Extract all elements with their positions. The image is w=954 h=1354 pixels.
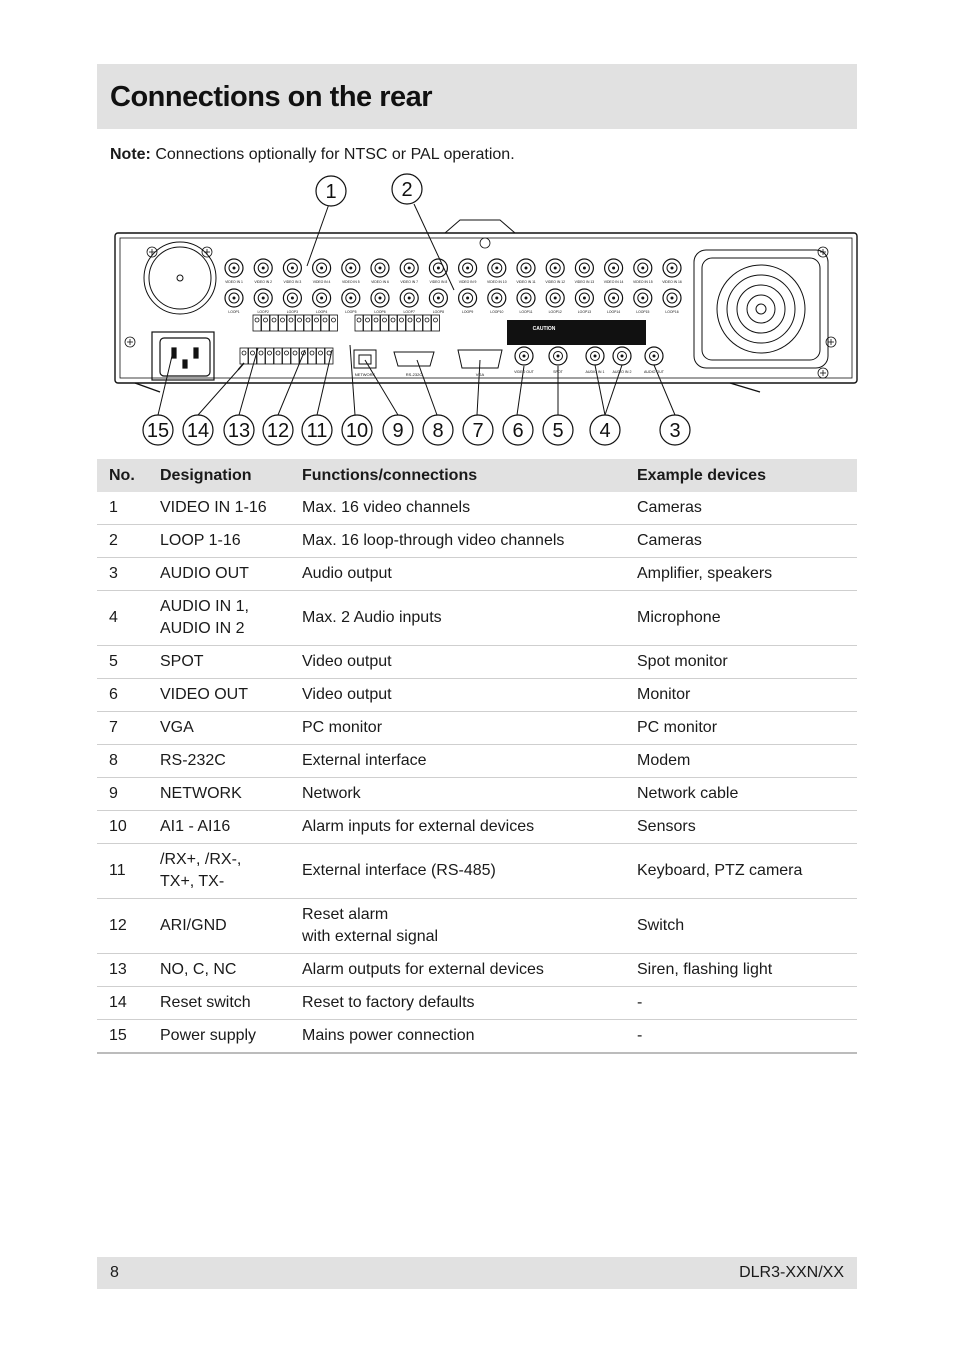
svg-text:LOOP6: LOOP6 — [374, 310, 386, 314]
cell-no: 6 — [97, 679, 148, 712]
callout-4 — [590, 415, 620, 445]
svg-text:VIDEO IN 9: VIDEO IN 9 — [458, 280, 477, 284]
cell-example-devices: Sensors — [625, 811, 857, 844]
loop-connector — [429, 289, 447, 314]
callout-12 — [263, 415, 293, 445]
callout-13 — [224, 415, 254, 445]
loop-connector — [663, 289, 681, 314]
svg-text:9: 9 — [392, 420, 404, 442]
video-in-connector — [313, 259, 331, 284]
svg-text:AUDIO IN 2: AUDIO IN 2 — [612, 370, 632, 374]
svg-text:LOOP10: LOOP10 — [490, 310, 504, 314]
cell-designation: VIDEO IN 1-16 — [148, 492, 290, 525]
cell-example-devices: Cameras — [625, 525, 857, 558]
svg-text:VIDEO IN 10: VIDEO IN 10 — [486, 280, 507, 284]
cell-example-devices: Amplifier, speakers — [625, 558, 857, 591]
svg-text:AUDIO IN 1: AUDIO IN 1 — [585, 370, 605, 374]
svg-text:1: 1 — [325, 181, 337, 203]
svg-text:LOOP3: LOOP3 — [286, 310, 299, 314]
loop-connector — [459, 289, 477, 314]
cell-no: 11 — [97, 844, 148, 899]
svg-text:7: 7 — [472, 420, 484, 442]
cell-designation: AI1 - AI16 — [148, 811, 290, 844]
power-socket-icon — [152, 332, 214, 380]
col-header-no: No. — [97, 459, 148, 492]
video-out-jack — [514, 347, 535, 374]
cell-no: 8 — [97, 745, 148, 778]
svg-text:6: 6 — [512, 420, 524, 442]
cell-function: Max. 16 loop-through video channels — [290, 525, 625, 558]
connections-table — [97, 459, 857, 1054]
svg-text:LOOP8: LOOP8 — [432, 310, 445, 314]
callout-6 — [503, 415, 533, 445]
svg-text:VIDEO IN 14: VIDEO IN 14 — [603, 280, 624, 284]
svg-text:LOOP15: LOOP15 — [636, 310, 650, 314]
video-in-connector — [516, 259, 535, 284]
video-in-connector — [604, 259, 624, 284]
cell-designation: VIDEO OUT — [148, 679, 290, 712]
cell-example-devices: Keyboard, PTZ camera — [625, 844, 857, 899]
table-row — [97, 745, 857, 778]
bnc-connector-rows — [225, 259, 682, 314]
loop-connector — [546, 289, 564, 314]
table-row — [97, 591, 857, 646]
svg-text:LOOP2: LOOP2 — [257, 310, 269, 314]
svg-text:5: 5 — [552, 420, 564, 442]
cell-function: Alarm inputs for external devices — [290, 811, 625, 844]
svg-text:VIDEO IN 12: VIDEO IN 12 — [545, 280, 566, 284]
cell-example-devices: PC monitor — [625, 712, 857, 745]
cell-function: Reset alarm with external signal — [290, 899, 625, 954]
page-number: 8 — [110, 1264, 119, 1281]
callout-5 — [543, 415, 573, 445]
svg-text:VIDEO OUT: VIDEO OUT — [514, 370, 534, 374]
rear-panel-diagram — [100, 170, 860, 455]
cell-example-devices: Modem — [625, 745, 857, 778]
cell-example-devices: Siren, flashing light — [625, 954, 857, 987]
model-number: DLR3-XXN/XX — [739, 1264, 844, 1281]
title-bar — [97, 64, 857, 129]
audio-out-jack — [644, 347, 665, 374]
video-in-connector — [545, 259, 565, 284]
cell-example-devices: Microphone — [625, 591, 857, 646]
video-in-connector — [225, 259, 243, 284]
cell-function: Mains power connection — [290, 1020, 625, 1054]
cell-no: 10 — [97, 811, 148, 844]
svg-text:CAUTION: CAUTION — [532, 326, 556, 332]
cell-no: 9 — [97, 778, 148, 811]
video-in-connector — [429, 259, 447, 284]
callout-7 — [463, 415, 493, 445]
svg-text:VIDEO IN 15: VIDEO IN 15 — [632, 280, 653, 284]
cell-designation: /RX+, /RX-, TX+, TX- — [148, 844, 290, 899]
cell-function: Reset to factory defaults — [290, 987, 625, 1020]
video-in-connector — [283, 259, 301, 284]
table-row — [97, 558, 857, 591]
cell-designation: NO, C, NC — [148, 954, 290, 987]
svg-text:8: 8 — [432, 420, 444, 442]
svg-text:VIDEO IN 1: VIDEO IN 1 — [225, 280, 243, 284]
cell-function: External interface — [290, 745, 625, 778]
loop-connector — [371, 289, 389, 314]
cell-function: External interface (RS-485) — [290, 844, 625, 899]
terminal-blocks — [240, 315, 440, 364]
loop-connector — [254, 289, 272, 314]
table-row — [97, 646, 857, 679]
page-title: Connections on the rear — [110, 81, 433, 113]
cell-designation: SPOT — [148, 646, 290, 679]
svg-text:VIDEO IN 4: VIDEO IN 4 — [312, 280, 331, 284]
cell-function: Max. 16 video channels — [290, 492, 625, 525]
table-row — [97, 987, 857, 1020]
cell-example-devices: - — [625, 987, 857, 1020]
cell-example-devices: Monitor — [625, 679, 857, 712]
cell-no: 13 — [97, 954, 148, 987]
video-in-connector — [633, 259, 653, 284]
cell-no: 5 — [97, 646, 148, 679]
svg-text:VIDEO IN 8: VIDEO IN 8 — [429, 280, 448, 284]
svg-text:VIDEO IN 6: VIDEO IN 6 — [371, 280, 389, 284]
table-row — [97, 811, 857, 844]
av-output-jacks — [514, 347, 665, 374]
table-row — [97, 712, 857, 745]
cell-no: 12 — [97, 899, 148, 954]
cell-designation: Reset switch — [148, 987, 290, 1020]
cell-designation: AUDIO OUT — [148, 558, 290, 591]
loop-connector — [342, 289, 360, 314]
video-in-connector — [254, 259, 272, 284]
col-header-designation: Designation — [148, 459, 290, 492]
svg-text:LOOP7: LOOP7 — [403, 310, 415, 314]
device-rear-panel — [115, 220, 857, 392]
svg-text:AUDIO OUT: AUDIO OUT — [644, 370, 664, 374]
svg-text:VGA: VGA — [475, 372, 485, 377]
cell-function: Max. 2 Audio inputs — [290, 591, 625, 646]
cell-function: Network — [290, 778, 625, 811]
cell-example-devices: Network cable — [625, 778, 857, 811]
video-in-connector — [459, 259, 477, 284]
svg-text:VIDEO IN 11: VIDEO IN 11 — [516, 280, 536, 284]
svg-text:VIDEO IN 5: VIDEO IN 5 — [341, 280, 360, 284]
svg-text:LOOP1: LOOP1 — [228, 310, 240, 314]
video-in-connector — [487, 259, 507, 284]
cell-example-devices: Switch — [625, 899, 857, 954]
loop-connector — [575, 289, 593, 314]
loop-connector — [225, 289, 243, 314]
svg-text:SPOT: SPOT — [553, 370, 563, 374]
fan-icon — [144, 242, 828, 368]
cell-example-devices: - — [625, 1020, 857, 1054]
col-header-example-devices: Example devices — [625, 459, 857, 492]
cell-no: 7 — [97, 712, 148, 745]
note-label: Note: — [110, 146, 151, 163]
audio-in-1-jack — [586, 347, 605, 374]
cell-function: Alarm outputs for external devices — [290, 954, 625, 987]
svg-text:LOOP9: LOOP9 — [461, 310, 474, 314]
video-in-connector — [400, 259, 418, 284]
svg-text:10: 10 — [345, 420, 369, 442]
svg-text:LOOP12: LOOP12 — [548, 310, 562, 314]
svg-text:LOOP16: LOOP16 — [665, 310, 679, 314]
table-row — [97, 954, 857, 987]
cell-designation: AUDIO IN 1, AUDIO IN 2 — [148, 591, 290, 646]
loop-connector — [517, 289, 535, 314]
cell-designation: Power supply — [148, 1020, 290, 1054]
svg-text:3: 3 — [669, 420, 681, 442]
video-in-connector — [575, 259, 595, 284]
cell-designation: NETWORK — [148, 778, 290, 811]
cell-no: 4 — [97, 591, 148, 646]
table-row — [97, 778, 857, 811]
note-text: Connections optionally for NTSC or PAL operation. — [150, 146, 515, 163]
svg-text:RS-232C: RS-232C — [405, 372, 423, 377]
cell-no: 1 — [97, 492, 148, 525]
svg-text:VIDEO IN 16: VIDEO IN 16 — [662, 280, 682, 284]
svg-text:14: 14 — [186, 420, 210, 442]
svg-text:12: 12 — [266, 420, 290, 442]
svg-text:LOOP11: LOOP11 — [519, 310, 533, 314]
cell-function: Video output — [290, 646, 625, 679]
svg-text:LOOP4: LOOP4 — [315, 310, 328, 314]
svg-text:VIDEO IN 13: VIDEO IN 13 — [574, 280, 595, 284]
video-in-connector — [371, 259, 389, 284]
cell-designation: RS-232C — [148, 745, 290, 778]
svg-text:LOOP14: LOOP14 — [606, 310, 621, 314]
cell-function: Video output — [290, 679, 625, 712]
loop-connector — [400, 289, 418, 314]
page-footer — [97, 1257, 857, 1289]
callout-2 — [392, 174, 422, 204]
svg-text:LOOP13: LOOP13 — [577, 310, 592, 314]
cell-no: 2 — [97, 525, 148, 558]
cell-no: 15 — [97, 1020, 148, 1054]
callout-1 — [316, 176, 346, 206]
cell-no: 14 — [97, 987, 148, 1020]
svg-text:4: 4 — [599, 420, 611, 442]
svg-text:VIDEO IN 7: VIDEO IN 7 — [400, 280, 419, 284]
table-header-row — [97, 459, 857, 492]
col-header-functions: Functions/connections — [290, 459, 625, 492]
callout-15 — [143, 415, 173, 445]
table-row — [97, 492, 857, 525]
video-in-connector — [662, 259, 682, 284]
table-row — [97, 679, 857, 712]
svg-text:13: 13 — [227, 420, 251, 442]
note — [110, 146, 515, 164]
table-row — [97, 844, 857, 899]
table-row — [97, 1020, 857, 1054]
svg-text:VIDEO IN 2: VIDEO IN 2 — [254, 280, 273, 284]
callout-11 — [302, 415, 332, 445]
loop-connector — [488, 289, 506, 314]
svg-text:2: 2 — [401, 179, 413, 201]
loop-connector — [283, 289, 301, 314]
rs232-port-icon — [394, 352, 434, 377]
table-row — [97, 899, 857, 954]
cell-designation: LOOP 1-16 — [148, 525, 290, 558]
cell-designation: VGA — [148, 712, 290, 745]
callout-10 — [342, 415, 372, 445]
cell-function: PC monitor — [290, 712, 625, 745]
cell-example-devices: Cameras — [625, 492, 857, 525]
cell-function: Audio output — [290, 558, 625, 591]
video-in-connector — [342, 259, 360, 284]
loop-connector — [634, 289, 652, 314]
loop-connector — [605, 289, 623, 314]
table-row — [97, 525, 857, 558]
svg-text:15: 15 — [146, 420, 170, 442]
loop-connector — [313, 289, 331, 314]
cell-designation: ARI/GND — [148, 899, 290, 954]
cell-no: 3 — [97, 558, 148, 591]
svg-text:NETWORK: NETWORK — [354, 372, 376, 377]
cell-example-devices: Spot monitor — [625, 646, 857, 679]
callout-8 — [423, 415, 453, 445]
svg-text:LOOP5: LOOP5 — [345, 310, 357, 314]
callout-3 — [660, 415, 690, 445]
caution-label — [507, 320, 646, 345]
callout-14 — [183, 415, 213, 445]
callout-9 — [383, 415, 413, 445]
audio-in-2-jack — [613, 347, 632, 374]
svg-text:11: 11 — [306, 420, 328, 442]
svg-text:VIDEO IN 3: VIDEO IN 3 — [283, 280, 302, 284]
